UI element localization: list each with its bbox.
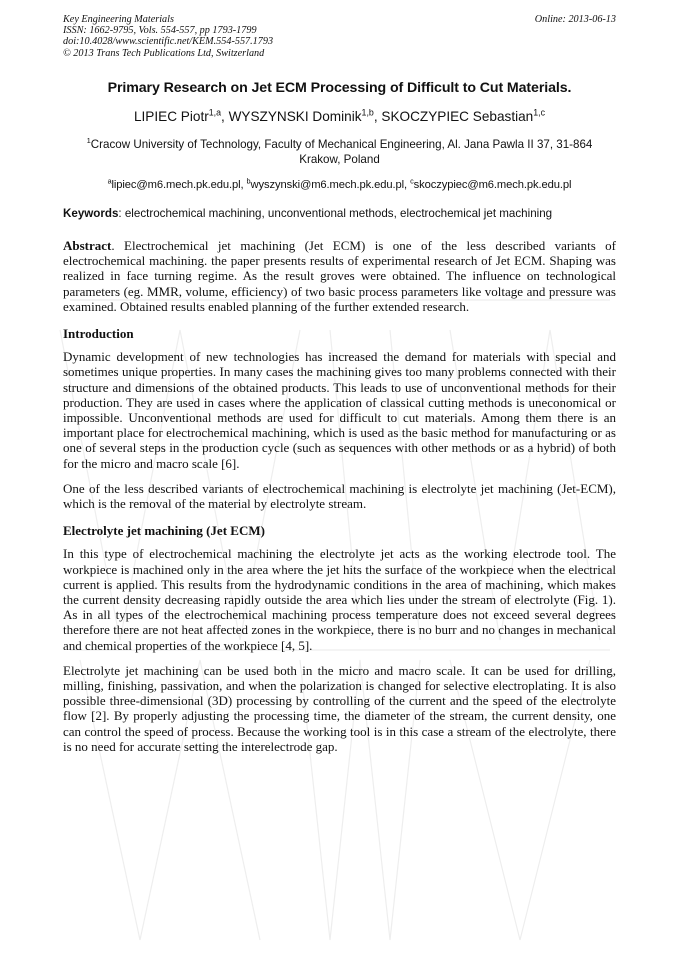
keywords: [63, 207, 616, 220]
email-address[interactable]: wyszynski@m6.mech.pk.edu.pl: [250, 179, 405, 191]
section-heading-jet-ecm: Electrolyte jet machining (Jet ECM): [63, 523, 265, 539]
affiliation: [69, 137, 610, 167]
body-paragraph: One of the less described variants of electrochemical machining is electrolyte jet machining (Jet-ECM), which is the removal of the material by electrolyte stream.: [63, 480, 616, 512]
author-name: LIPIEC Piotr: [133, 109, 209, 124]
body-paragraph: Dynamic development of new technologies has increased the demand for materials with special and sometimes unique properties. In many cases the machining gives too many problems connected with their structure and dimensions of the obtained products. This leads to use of unconventional methods for their production. They are used in cases where the application of classical cutting methods is uneconomical or impossible. Unconventional methods are used for difficult to cut materials. Among them there is an important place for electrochemical machining, which is used as the basic method for manufacturing or as one of several steps in the production cycle (such as sequences with other methods or as a hybrid) of both for the micro and macro scale [6].: [63, 349, 616, 471]
author-affiliation-mark: 1,c: [533, 107, 546, 118]
keywords-text: : electrochemical machining, unconventional methods, electrochemical jet machining: [118, 207, 553, 220]
email-list: $^a$lipiec@m6.mech.pk.edu.pl, $^b$wyszynski@m6.mech.pk.edu.pl, $^c$skoczypiec@m6.mech.pk.edu.pl: [107, 176, 572, 191]
body-paragraph: In this type of electrochemical machining the electrolyte jet acts as the working electrode tool. The workpiece is machined only in the area where the jet hits the surface of the workpiece when the electrical current is applied. This results from the hydrodynamic conditions in the area of machining, which makes the current density decreasing rapidly outside the area which lies under the stream of electrolyte (Fig. 1). As in all types of the electrochemical machining process temperature does not exceed several degrees therefore there are not heat affected zones in the workpiece, there is no burr and no changes in mechanical and chemical properties of the workpiece [4, 5].: [63, 546, 616, 653]
author-affiliation-mark: 1,a: [208, 107, 222, 118]
email-address[interactable]: skoczypiec@m6.mech.pk.edu.pl: [413, 179, 572, 191]
section-heading-introduction: Introduction: [63, 326, 134, 342]
online-date: Online: 2013-06-13: [534, 14, 616, 25]
paper-content: [63, 14, 616, 754]
abstract-text: . Electrochemical jet machining (Jet ECM) is one of the less described variants of electrochemical machining. the paper presents results of experimental research of Jet ECM. Shaping was realized in face turning regime. As the result groves were obtained. The influence on technological parameters (eg. MMR, volume, efficiency) of two basic process parameters like voltage and pressure was examined. Obtained results enabled planning of the further extended research.: [63, 238, 616, 314]
author-name: SKOCZYPIEC Sebastian: [381, 109, 534, 124]
author-separator: ,: [373, 109, 382, 124]
body-paragraph: Electrolyte jet machining can be used both in the micro and macro scale. It can be used for drilling, milling, finishing, passivation, and when the polarization is changed for selective electroplating. It is also possible three-dimensional (3D) processing by controlling of the current and the speed of the electrolyte flow [2]. By properly adjusting the processing time, the diameter of the stream, the current density, one can control the speed of process. Because the working tool is in this case a stream of the electrolyte, there is no need for accurate setting the interelectrode gap.: [63, 662, 616, 754]
email-mark: b: [246, 176, 251, 186]
keywords-label: Keywords: [63, 207, 119, 220]
journal-name: Key Engineering Materials: [63, 14, 174, 25]
abstract-label: Abstract: [63, 238, 112, 253]
email-mark: a: [107, 176, 112, 186]
author-affiliation-mark: 1,b: [361, 107, 374, 118]
journal-issn: ISSN: 1662-9795, Vols. 554-557, pp 1793-1799: [63, 25, 257, 37]
author-separator: ,: [221, 109, 229, 124]
journal-copyright: © 2013 Trans Tech Publications Ltd, Switzerland: [63, 47, 265, 59]
email-mark: c: [410, 176, 414, 186]
journal-header: [63, 14, 616, 64]
affiliation-text: Cracow University of Technology, Faculty of Mechanical Engineering, Al. Jana Pawla II 37, 31-864 Krakow, Poland: [90, 138, 593, 166]
journal-info: [63, 14, 616, 59]
affiliation-mark: 1: [86, 136, 91, 146]
author-name: WYSZYNSKI Dominik: [228, 109, 362, 124]
email-address[interactable]: lipiec@m6.mech.pk.edu.pl: [111, 179, 241, 191]
abstract: [63, 238, 616, 314]
paper-title: Primary Research on Jet ECM Processing of Difficult to Cut Materials.: [107, 80, 572, 96]
author-list: [63, 109, 616, 124]
journal-doi: doi:10.4028/www.scientific.net/KEM.554-557.1793: [63, 36, 274, 48]
